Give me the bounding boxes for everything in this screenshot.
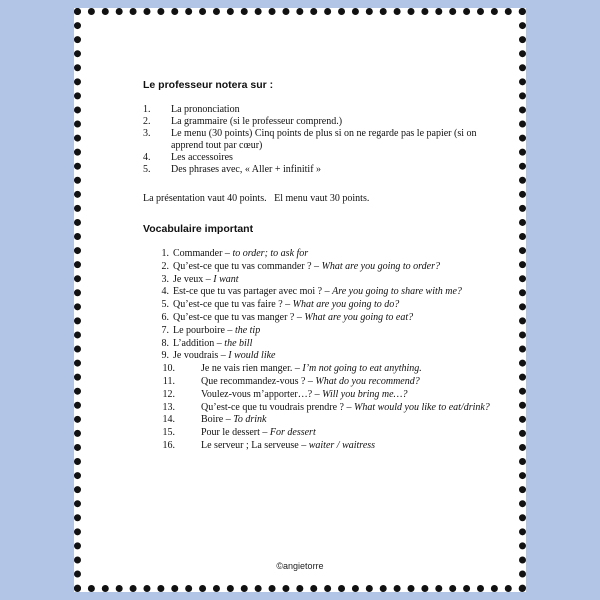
- criteria-number: 2.: [143, 116, 151, 127]
- grading-heading: Le professeur notera sur :: [143, 79, 274, 91]
- vocab-french: Qu’est-ce que tu vas faire ? –: [173, 299, 293, 311]
- vocab-number: 1.: [161, 248, 169, 259]
- vocab-french: Je voudrais –: [173, 350, 229, 362]
- vocab-english: to order; to ask for: [232, 248, 309, 259]
- vocab-french: Le serveur ; La serveuse –: [201, 439, 309, 451]
- vocab-entry: [201, 389, 503, 402]
- vocab-english: the bill: [224, 337, 253, 349]
- vocab-number: 8.: [161, 337, 169, 349]
- vocab-number: 14.: [162, 414, 175, 426]
- copyright-credit: ©angietorre: [276, 561, 324, 571]
- vocab-item: [145, 299, 503, 312]
- vocab-number: 2.: [161, 260, 169, 272]
- points-summary: La présentation vaut 40 points. El menu vaut 30 points.: [143, 193, 370, 204]
- vocab-item: [145, 248, 503, 261]
- vocab-french: Je ne vais rien manger. –: [201, 363, 303, 375]
- criteria-number: 3.: [143, 128, 151, 139]
- vocab-french: Est-ce que tu vas partager avec moi ? –: [173, 286, 333, 298]
- vocab-entry: [201, 440, 503, 453]
- vocab-english: What would you like to eat/drink?: [354, 401, 490, 413]
- vocab-english: What are you going to order?: [321, 260, 440, 272]
- criteria-text: Des phrases avec, « Aller + infinitif »: [171, 164, 322, 175]
- vocab-french: Qu’est-ce que tu vas manger ? –: [173, 311, 305, 323]
- vocab-english: To drink: [233, 414, 267, 426]
- vocab-item: [145, 427, 503, 440]
- vocab-entry: [201, 363, 503, 376]
- vocab-item: [145, 389, 503, 402]
- vocab-french: Qu’est-ce que tu vas commander ? –: [173, 260, 322, 272]
- vocab-english: What are you going to do?: [292, 299, 400, 311]
- vocab-english: the tip: [234, 324, 261, 336]
- vocab-entry: [173, 325, 503, 338]
- vocab-number: 7.: [161, 324, 169, 336]
- vocab-entry: [201, 376, 503, 389]
- vocab-french: Le pourboire –: [173, 324, 235, 336]
- worksheet-content: [143, 79, 503, 453]
- vocab-english: Are you going to share with me?: [332, 286, 462, 298]
- vocab-entry: [173, 274, 503, 287]
- vocab-french: Commander –: [173, 248, 233, 259]
- vocabulary-section: [143, 248, 503, 453]
- vocab-french: Je veux –: [173, 273, 214, 285]
- vocab-english: I’m not going to eat anything.: [302, 363, 422, 375]
- vocab-english: I want: [213, 273, 239, 285]
- vocab-item: [145, 286, 503, 299]
- vocab-english: What do you recommend?: [315, 375, 420, 387]
- vocab-entry: [201, 414, 503, 427]
- vocab-number: 16.: [162, 439, 175, 451]
- criteria-item: [143, 104, 503, 116]
- vocab-number: 12.: [162, 388, 175, 400]
- vocab-french: Boire –: [201, 414, 234, 426]
- vocab-english: Will you bring me…?: [322, 388, 408, 400]
- vocab-entry: [173, 338, 503, 351]
- vocabulary-heading: Vocabulaire important: [143, 223, 254, 235]
- vocab-french: L’addition –: [173, 337, 225, 349]
- worksheet-page: [74, 8, 526, 592]
- vocab-entry: [173, 286, 503, 299]
- criteria-item: [143, 164, 503, 176]
- criteria-item: [143, 152, 503, 164]
- vocab-number: 13.: [162, 401, 175, 413]
- criteria-item: [143, 128, 503, 152]
- criteria-item: [143, 116, 503, 128]
- vocab-item: [145, 261, 503, 274]
- vocab-number: 5.: [161, 299, 169, 311]
- vocab-entry: [173, 261, 503, 274]
- vocab-french: Que recommandez-vous ? –: [201, 375, 316, 387]
- vocab-item: [145, 312, 503, 325]
- vocab-french: Pour le dessert –: [201, 427, 270, 439]
- criteria-number: 4.: [143, 152, 151, 163]
- vocab-number: 4.: [161, 286, 169, 298]
- vocab-english: For dessert: [269, 427, 316, 439]
- criteria-number: 5.: [143, 164, 151, 175]
- vocab-entry: [173, 350, 503, 363]
- criteria-text: La grammaire (si le professeur comprend.): [171, 116, 343, 127]
- criteria-text: La prononciation: [171, 104, 240, 115]
- vocabulary-list: [145, 248, 503, 453]
- vocab-entry: [173, 248, 503, 261]
- vocab-number: 6.: [161, 311, 169, 323]
- vocab-item: [145, 440, 503, 453]
- vocab-number: 10.: [162, 363, 175, 375]
- vocab-english: What are you going to eat?: [304, 311, 414, 323]
- vocab-entry: [173, 312, 503, 325]
- vocab-number: 11.: [162, 375, 175, 387]
- vocab-item: [145, 274, 503, 287]
- vocab-number: 9.: [161, 350, 169, 362]
- vocab-number: 15.: [162, 427, 175, 439]
- grading-criteria-list: [143, 104, 503, 176]
- vocab-item: [145, 376, 503, 389]
- criteria-text: Les accessoires: [171, 152, 233, 163]
- vocab-entry: [173, 299, 503, 312]
- vocab-item: [145, 363, 503, 376]
- vocab-french: Voulez-vous m’apporter…? –: [201, 388, 323, 400]
- vocab-item: [145, 350, 503, 363]
- vocab-french: Qu’est-ce que tu voudrais prendre ? –: [201, 401, 354, 413]
- vocab-item: [145, 414, 503, 427]
- vocab-number: 3.: [161, 273, 169, 285]
- vocab-item: [145, 325, 503, 338]
- criteria-number: 1.: [143, 104, 151, 115]
- vocab-entry: [201, 427, 503, 440]
- vocab-entry: [201, 402, 503, 415]
- vocab-english: I would like: [228, 350, 276, 362]
- vocab-item: [145, 338, 503, 351]
- vocab-english: waiter / waitress: [308, 439, 376, 451]
- criteria-text: Le menu (30 points) Cinq points de plus si on ne regarde pas le papier (si on apprend tout par cœur): [171, 128, 477, 151]
- vocab-item: [145, 402, 503, 415]
